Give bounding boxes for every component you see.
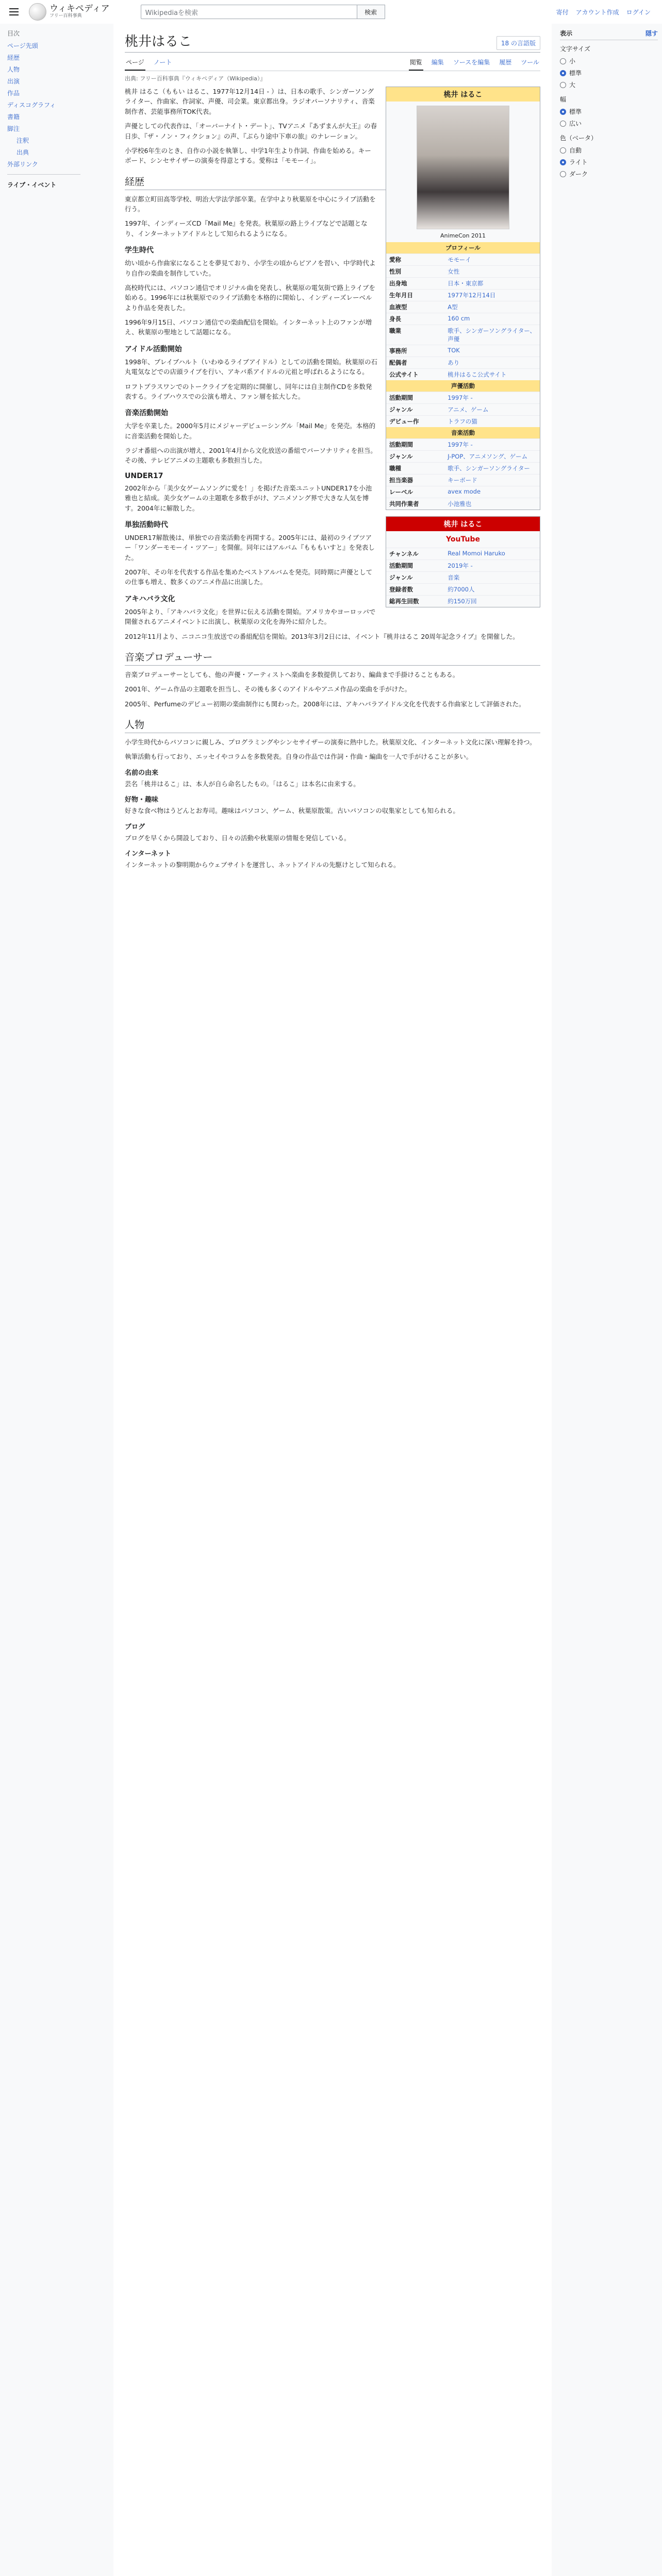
appearance-panel [560,24,658,180]
section-paragraph: 1997年、インディーズCD『Mail Me』を発表。秋葉原の路上ライブなどで話題となり、インターネットアイドルとして知られるようになる。 [125,219,368,238]
view-tab-1[interactable]: 編集 [431,59,444,66]
user-link[interactable]: 寄付 [556,8,569,16]
infobox-value[interactable]: 日本・東京都 [448,280,484,287]
infobox-row [386,415,540,427]
section-heading: UNDER17 [125,471,163,480]
section-heading: ブログ [125,823,145,831]
radio-icon[interactable] [560,70,566,76]
option-row[interactable] [560,156,658,168]
sidebar-toc [0,24,88,2576]
intro-paragraph: 小学校6年生のとき、自作の小説を執筆し、中学1年生より作詞、作曲を始める。キーボード、シンセサイザーの演奏を得意とする。愛称は「モモーイ」。 [125,146,371,165]
infobox-value[interactable]: 1997年 - [448,394,473,401]
infobox-row [386,595,540,607]
section-paragraph: ラジオ番組への出演が増え、2001年4月から文化放送の番組でパーソナリティを担当。その後、テレビアニメの主題歌も多数担当した。 [125,447,377,465]
view-tab-3[interactable]: 履歴 [499,59,512,66]
infobox-row [386,325,540,345]
section-heading: 人物 [125,717,540,733]
toc-item[interactable]: 経歴 [7,54,20,61]
language-button[interactable]: 18 の言語版 [496,36,540,50]
youtube-infobox [386,516,540,607]
source-note: 出典: フリー百科事典『ウィキペディア（Wikipedia）』 [125,75,266,82]
text-size-label: 文字サイズ [560,45,591,53]
text-size-options [560,55,658,91]
infobox-value[interactable]: Real Momoi Haruko [448,550,505,557]
section-paragraph: 2001年、ゲーム作品の主題歌を担当し、その後も多くのアイドルやアニメ作品の楽曲を手がけた。 [125,685,411,693]
logo-title: ウィキペディア [49,4,110,14]
infobox-row [386,289,540,301]
section-paragraph: 好きな食べ物はうどんとお寿司。趣味はパソコン、ゲーム、秋葉原散策。古いパソコンの収集家としても知られる。 [125,807,459,815]
infobox-key: 活動期間 [389,394,413,401]
infobox-row [386,583,540,595]
infobox-row [386,265,540,277]
infobox-key: 担当楽器 [389,477,413,484]
infobox-value[interactable]: トラフの猫 [448,418,477,425]
toc-item[interactable]: 出典 [16,149,29,156]
section-paragraph: インターネットの黎明期からウェブサイトを運営し、ネットアイドルの先駆けとして知られる。 [125,860,400,869]
globe-icon [29,3,46,21]
logo-subtitle: フリー百科事典 [49,13,82,19]
option-row[interactable] [560,106,658,117]
option-row[interactable] [560,79,658,91]
infobox-value[interactable]: 小池雅也 [448,500,472,507]
option-row[interactable] [560,55,658,67]
toc-item[interactable]: 注釈 [16,137,29,144]
voice-heading: 声優活動 [386,380,540,392]
infobox-row [386,313,540,325]
infobox-row [386,571,540,583]
infobox-row [386,368,540,380]
option-label: 標準 [569,70,582,77]
radio-icon[interactable] [560,121,566,127]
intro-paragraph: 声優としての代表作は、「オーバーナイト・デート」、TVアニメ『あずまんが大王』の春日歩、『ザ・ノン・フィクション』の声、『ぶらり途中下車の旅』のナレーション。 [125,122,377,140]
hide-button[interactable]: 隠す [645,30,658,37]
section-paragraph: 2005年より、「アキハバラ文化」を世界に伝える活動を開始。アメリカやヨーロッパで開催されるアニメイベントに出演し、秋葉原の文化を海外に紹介した。 [125,607,376,626]
section-paragraph: 執筆活動も行っており、エッセイやコラムを多数発表。自身の作品では作詞・作曲・編曲を一人で手がけることが多い。 [125,753,473,761]
infobox-key: ジャンル [389,574,413,581]
option-row[interactable] [560,67,658,79]
infobox-value[interactable]: 1997年 - [448,441,473,448]
toc-heading: 目次 [7,30,20,37]
section-paragraph: 東京都立町田高等学校、明治大学法学部卒業。在学中より秋葉原を中心にライブ活動を行う。 [125,195,376,213]
infobox-value[interactable]: 歌手、シンガーソングライター [448,465,530,472]
radio-icon[interactable] [560,171,566,177]
user-link[interactable]: アカウント作成 [575,8,619,16]
search-input[interactable]: Wikipediaを検索 [141,5,357,19]
infobox-value[interactable]: 約7000人 [448,586,475,593]
option-row[interactable] [560,144,658,156]
infobox-row [386,486,540,498]
intro-paragraph: 桃井 はるこ（ももい はるこ、1977年12月14日 - ）は、日本の歌手、シンガーソングライター、作曲家、作詞家、声優、司会業。東京都出身。ラジオパーソナリティ、音楽制作者、芸能事務所TOK代表。 [125,88,375,115]
infobox-key: レーベル [389,488,413,496]
infobox-name: 桃井 はるこ [386,87,540,101]
infobox-value[interactable]: 歌手、シンガーソングライター、声優 [448,327,536,343]
infobox [386,87,540,510]
infobox-value[interactable]: A型 [448,303,458,311]
toc-item[interactable]: 出演 [7,78,20,85]
infobox-value[interactable]: TOK [448,347,460,354]
infobox-row [386,548,540,560]
infobox-value[interactable]: あり [448,359,460,366]
section-heading: 学生時代 [125,246,154,255]
infobox-value[interactable]: 2019年 - [448,562,473,569]
option-label: 大 [569,81,576,89]
user-link[interactable]: ログイン [626,8,651,16]
wikipedia-logo[interactable] [29,3,110,21]
option-row[interactable] [560,117,658,129]
infobox-row [386,301,540,313]
option-label: ダーク [569,171,588,178]
infobox-row [386,403,540,415]
view-tab-4[interactable]: ツール [521,59,539,66]
section-heading: 音楽活動開始 [125,409,168,418]
infobox-value[interactable]: 女性 [448,268,460,275]
infobox-value[interactable]: avex mode [448,488,481,495]
infobox-value[interactable]: 約150万回 [448,598,477,605]
toc-list [0,40,88,170]
portrait-photo[interactable] [417,106,509,229]
infobox-row [386,357,540,368]
infobox-value[interactable]: 160 cm [448,315,470,322]
infobox-key: 職業 [389,327,401,334]
infobox-row [386,277,540,289]
section-paragraph: 2007年、その年を代表する作品を集めたベストアルバムを発売。同時期に声優としての仕事も増え、数多くのアニメ作品に出演した。 [125,568,373,586]
infobox-row [386,560,540,571]
view-tabs [409,55,540,71]
infobox-key: 愛称 [389,256,401,263]
section-paragraph: 1998年、ブレイブハルト（いわゆるライブアイドル）としての活動を開始。秋葉原の石丸電気などでの店頭ライブを行い、アキバ系アイドルの元祖と呼ばれるようになる。 [125,358,377,376]
section-paragraph: 高校時代には、パソコン通信でオリジナル曲を発表し、秋葉原の電気街で路上ライブを始める。1996年には秋葉原でのライブ活動を本格的に開始し、インディーズレーベルより作品を発表した。 [125,283,375,312]
infobox-key: 共同作業者 [389,500,419,507]
section-heading: アキハバラ文化 [125,595,175,603]
section-heading: 名前の由来 [125,769,159,777]
toc-item[interactable]: ページ先頭 [7,42,38,49]
radio-icon[interactable] [560,147,566,154]
infobox-key: デビュー作 [389,418,419,425]
infobox-key: 活動期間 [389,562,413,569]
option-label: 自動 [569,147,582,154]
radio-icon[interactable] [560,82,566,88]
section-paragraph: 幼い頃から作曲家になることを夢見ており、小学生の頃からピアノを習い、中学時代より自作の楽曲を制作していた。 [125,259,376,277]
option-label: 広い [569,120,582,127]
section-paragraph: 2002年から「美少女ゲームソングに愛を！」を掲げた音楽ユニットUNDER17を小池雅也と結成。美少女ゲームの主題歌を多数手がけ、アニメソング界で大きな人気を博す。2004年に解散した。 [125,484,372,512]
color-label: 色（ベータ） [560,134,598,142]
infobox-row [386,498,540,510]
radio-icon[interactable] [560,58,566,64]
toc-item[interactable]: 人物 [7,66,20,73]
profile-heading: プロフィール [386,242,540,253]
width-label: 幅 [560,96,567,103]
infobox-key: 血液型 [389,303,407,311]
section-paragraph: 小学生時代からパソコンに親しみ、プログラミングやシンセサイザーの演奏に熱中した。秋葉原文化、インターネット文化に深い理解を持つ。 [125,738,536,746]
infobox-key: 生年月日 [389,292,413,299]
infobox-value[interactable]: キーボード [448,477,477,484]
section-paragraph: ブログを早くから開設しており、日々の活動や秋葉原の情報を発信している。 [125,834,351,842]
infobox-value[interactable]: アニメ、ゲーム [448,406,489,413]
infobox-row [386,253,540,265]
infobox-key: 職種 [389,465,401,472]
view-tab-0[interactable]: 閲覧 [409,55,423,71]
section-paragraph: 2005年、Perfumeのデビュー初期の楽曲制作にも関わった。2008年には、アキハバラアイドル文化を代表する作曲家として評価された。 [125,700,525,708]
infobox-key: 事務所 [389,347,407,354]
music-heading: 音楽活動 [386,427,540,438]
toc-active-item[interactable]: ライブ・イベント [7,181,57,189]
infobox-row [386,392,540,403]
infobox-value[interactable]: 1977年12月14日 [448,292,496,299]
search-button[interactable]: 検索 [357,5,385,19]
infobox-row [386,462,540,474]
option-label: 小 [569,58,576,65]
section-paragraph: 1996年9月15日、パソコン通信での楽曲配信を開始。インターネット上のファンが増え、秋葉原の聖地として話題になる。 [125,318,372,336]
width-options [560,106,658,129]
infobox-key: 活動期間 [389,441,413,448]
infobox-key: 公式サイト [389,371,419,378]
infobox-row [386,450,540,462]
toc-item[interactable]: 脚注 [7,125,20,132]
infobox-key: チャンネル [389,550,419,557]
divider [7,174,80,175]
infobox-row [386,474,540,486]
section-paragraph: ロフトプラスワンでのトークライブを定期的に開催し、同年には自主制作CDを多数発表する。ライブハウスでの公演も増え、ファン層を拡大した。 [125,382,372,400]
section-heading: 音楽プロデューサー [125,650,540,666]
section-heading: 単独活動時代 [125,520,168,529]
tab-0[interactable]: ページ [125,55,145,71]
color-options [560,144,658,180]
page-title: 桃井はるこ [125,34,192,49]
section-heading: アイドル活動開始 [125,345,182,353]
option-label: 標準 [569,108,582,115]
infobox-value[interactable]: 桃井はるこ公式サイト [448,371,507,378]
toc-item[interactable]: 書籍 [7,113,20,121]
section-heading: 経歴 [125,174,540,190]
infobox-key: ジャンル [389,406,413,413]
youtube-infobox-name: 桃井 はるこ [386,517,540,531]
namespace-tabs [125,55,173,71]
appearance-heading: 表示 [560,30,573,37]
toc-item[interactable]: 外部リンク [7,161,38,168]
section-heading: 好物・趣味 [125,796,159,804]
infobox-row [386,345,540,357]
infobox-key: 登録者数 [389,586,413,593]
main-content [113,24,552,2576]
user-links [556,8,651,16]
infobox-key: 身長 [389,315,401,323]
infobox-key: ジャンル [389,453,413,460]
toc-item[interactable]: 作品 [7,90,20,97]
infobox-value[interactable]: モモーイ [448,256,471,263]
radio-icon[interactable] [560,109,566,115]
infobox-key: 出身地 [389,280,407,287]
section-paragraph: 大学を卒業した。2000年5月にメジャーデビューシングル「Mail Me」を発売。本格的に音楽活動を開始した。 [125,422,376,440]
option-row[interactable] [560,168,658,180]
infobox-value[interactable]: J-POP、アニメソング、ゲーム [448,453,528,460]
tab-1[interactable]: ノート [153,59,172,66]
photo-caption: AnimeCon 2011 [440,232,486,239]
section-paragraph: 芸名「桃井はるこ」は、本人が自ら命名したもの。「はるこ」は本名に由来する。 [125,779,360,788]
option-label: ライト [569,159,588,166]
menu-icon[interactable] [9,5,24,19]
infobox-key: 配偶者 [389,359,407,366]
view-tab-2[interactable]: ソースを編集 [453,59,490,66]
infobox-row [386,438,540,450]
toc-item[interactable]: ディスコグラフィ [7,101,56,109]
radio-icon[interactable] [560,159,566,165]
infobox-key: 性別 [389,268,401,275]
section-paragraph: UNDER17解散後は、単独での音楽活動を再開する。2005年には、最初のライブツアー「ワンダーモモーイ・ツアー」を開催。同年にはアルバム『もももいすと』を発表した。 [125,533,375,562]
section-paragraph: 音楽プロデューサーとしても、他の声優・アーティストへ楽曲を多数提供しており、編曲まで手掛けることもある。 [125,670,459,679]
section-paragraph: 2012年11月より、ニコニコ生放送での番組配信を開始。2013年3月2日には、イベント『桃井はるこ 20周年記念ライブ』を開催した。 [125,632,519,640]
infobox-key: 総再生回数 [389,598,419,605]
top-bar [0,0,662,24]
section-heading: インターネット [125,850,171,858]
youtube-logo: YouTube [446,535,480,544]
infobox-value[interactable]: 音楽 [448,574,460,581]
search-form [141,5,385,19]
